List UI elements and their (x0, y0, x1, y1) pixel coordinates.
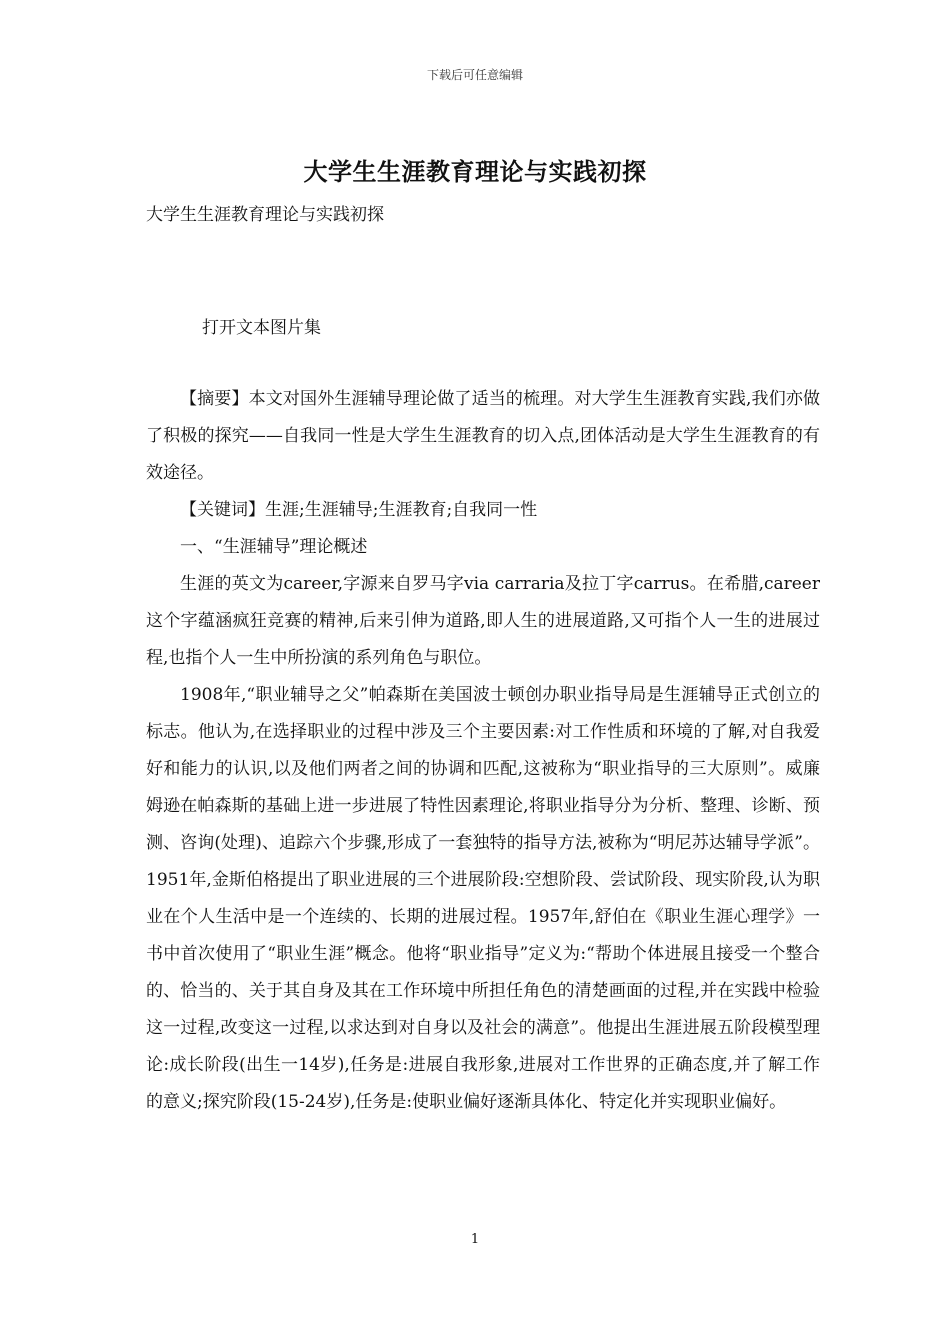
page-number: 1 (470, 1232, 480, 1247)
document-title: 大学生生涯教育理论与实践初探 (303, 157, 647, 186)
document-body (146, 381, 820, 1121)
document-subtitle: 大学生生涯教育理论与实践初探 (146, 205, 384, 225)
body-paragraph: 1908年,“职业辅导之父”帕森斯在美国波士顿创办职业指导局是生涯辅导正式创立的标志。他认为,在选择职业的过程中涉及三个主要因素:对工作性质和环境的了解,对自我爱好和能力的认识,以及他们两者之间的协调和匹配,这被称为“职业指导的三大原则”。威廉姆逊在帕森斯的基础上进一步进展了特性因素理论,将职业指导分为分析、整理、诊断、预测、咨询(处理)、追踪六个步骤,形成了一套独特的指导方法,被称为“明尼苏达辅导学派”。1951年,金斯伯格提出了职业进展的三个进展阶段:空想阶段、尝试阶段、现实阶段,认为职业在个人生活中是一个连续的、长期的进展过程。1957年,舒伯在《职业生涯心理学》一书中首次使用了“职业生涯”概念。他将“职业指导”定义为:“帮助个体进展且接受一个整合的、恰当的、关于其自身及其在工作环境中所担任角色的清楚画面的过程,并在实践中检验这一过程,改变这一过程,以求达到对自身以及社会的满意”。他提出生涯进展五阶段模型理论:成长阶段(出生一14岁),任务是:进展自我形象,进展对工作世界的正确态度,并了解工作的意义;探究阶段(15-24岁),任务是:使职业偏好逐渐具体化、特定化并实现职业偏好。 (146, 685, 820, 1112)
body-paragraph: 生涯的英文为career,字源来自罗马字via carraria及拉丁字carrus。在希腊,career这个字蕴涵疯狂竞赛的精神,后来引伸为道路,即人生的进展道路,又可指个人一生的进展过程,也指个人一生中所扮演的系列角色与职位。 (146, 574, 820, 668)
abstract-paragraph: 【摘要】本文对国外生涯辅导理论做了适当的梳理。对大学生生涯教育实践,我们亦做了积极的探究——自我同一性是大学生生涯教育的切入点,团体活动是大学生生涯教育的有效途径。 (146, 389, 820, 483)
header-note: 下载后可任意编辑 (426, 68, 523, 82)
section-heading: 一、“生涯辅导”理论概述 (180, 537, 368, 557)
keywords-paragraph: 【关键词】生涯;生涯辅导;生涯教育;自我同一性 (180, 500, 538, 520)
open-image-set-link[interactable]: 打开文本图片集 (202, 318, 321, 338)
